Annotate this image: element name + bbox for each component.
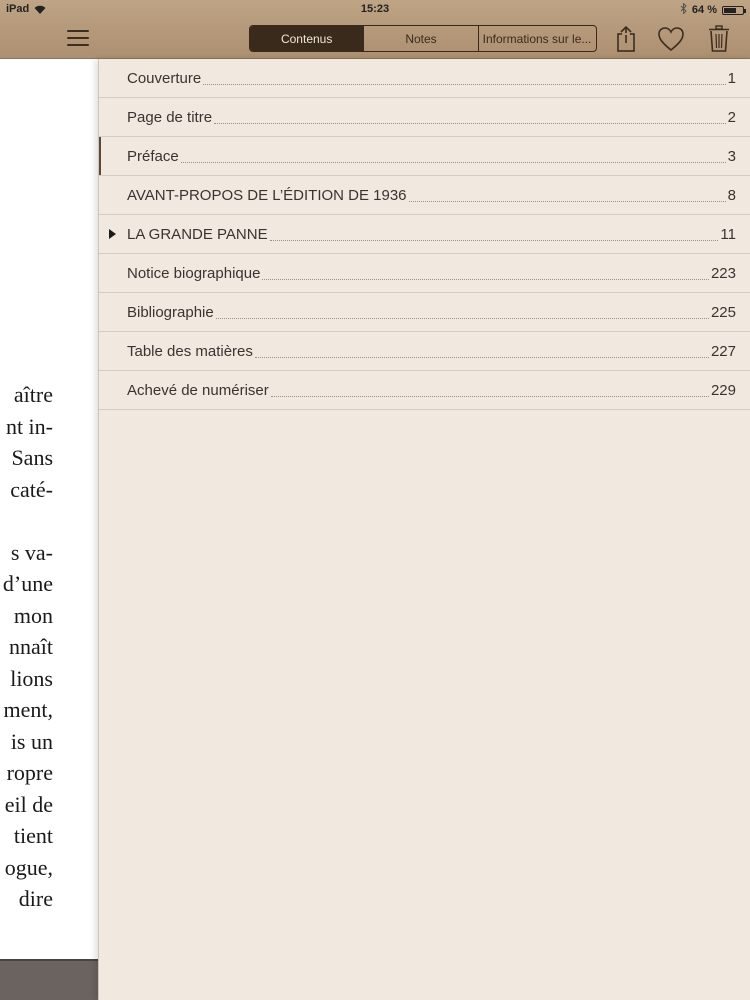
toc-item-preface[interactable] xyxy=(99,137,750,176)
toc-item-title: Bibliographie xyxy=(127,303,214,321)
toc-item-page: 229 xyxy=(710,381,736,399)
tab-informations[interactable]: Informations sur le... xyxy=(478,26,596,51)
book-text-line: aître xyxy=(13,382,53,407)
toc-item-page: 3 xyxy=(727,147,736,165)
toc-item-avant-propos[interactable] xyxy=(99,176,750,215)
book-paragraph-gap xyxy=(0,505,53,537)
toc-leader-dots xyxy=(255,357,709,358)
book-text-line: ropre xyxy=(6,760,53,785)
toc-leader-dots xyxy=(214,123,726,124)
battery-percent: 64 % xyxy=(691,4,717,16)
book-text-line: caté- xyxy=(10,476,53,502)
table-of-contents xyxy=(98,59,750,1000)
toc-leader-dots xyxy=(409,201,726,202)
book-text-line: ogue, xyxy=(4,854,53,880)
menu-icon[interactable] xyxy=(67,30,89,48)
device-label: iPad xyxy=(6,3,30,15)
toc-item-acheve-de-numeriser[interactable] xyxy=(99,371,750,410)
toc-item-page: 227 xyxy=(710,342,736,360)
book-text xyxy=(0,379,53,915)
battery-level xyxy=(724,8,736,13)
book-text-line: dire xyxy=(18,886,53,911)
toc-item-page: 223 xyxy=(710,264,736,282)
book-text-line: d’une xyxy=(2,571,53,596)
toc-item-title: Notice biographique xyxy=(127,264,261,282)
toc-leader-dots xyxy=(216,318,709,319)
toc-item-bibliographie[interactable] xyxy=(99,293,750,332)
toc-item-title: AVANT-PROPOS DE L’ÉDITION DE 1936 xyxy=(127,186,407,204)
heart-icon[interactable] xyxy=(656,24,686,54)
share-icon[interactable] xyxy=(611,24,641,54)
book-text-line: Sans xyxy=(11,445,53,470)
toc-item-la-grande-panne[interactable] xyxy=(99,215,750,254)
book-text-line: tient xyxy=(13,823,53,848)
toc-item-page: 8 xyxy=(727,186,736,204)
reader-toolbar xyxy=(0,20,750,59)
toc-leader-dots xyxy=(181,162,726,163)
toc-item-title: Couverture xyxy=(127,69,202,87)
tab-contenus[interactable]: Contenus xyxy=(250,26,363,51)
toc-item-title: Page de titre xyxy=(127,108,213,126)
toc-item-page: 2 xyxy=(727,108,736,126)
book-page xyxy=(0,59,98,959)
toc-item-page: 225 xyxy=(710,303,736,321)
disclosure-triangle-icon[interactable] xyxy=(109,229,116,239)
book-text-line: ment, xyxy=(3,697,53,722)
toc-item-page: 11 xyxy=(720,225,736,243)
toc-item-title: Table des matières xyxy=(127,342,253,360)
toc-leader-dots xyxy=(271,396,709,397)
toc-leader-dots xyxy=(203,84,725,85)
book-text-line: nt in- xyxy=(5,413,53,439)
status-bar xyxy=(0,0,750,20)
menu-bar xyxy=(67,30,89,32)
book-text-line: is un xyxy=(10,728,53,754)
toc-segmented-control xyxy=(249,25,597,52)
battery-tip xyxy=(744,9,746,13)
battery-icon xyxy=(722,6,744,15)
toc-item-page: 1 xyxy=(727,69,736,87)
toc-item-notice-biographique[interactable] xyxy=(99,254,750,293)
status-time: 15:23 xyxy=(360,3,390,15)
book-page-footer xyxy=(0,959,98,1000)
toc-leader-dots xyxy=(270,240,719,241)
toc-item-title: Achevé de numériser xyxy=(127,381,269,399)
book-text-line: nnaît xyxy=(9,634,53,659)
book-text-line: mon xyxy=(13,602,53,628)
menu-bar xyxy=(67,44,89,46)
tab-notes[interactable]: Notes xyxy=(363,26,477,51)
menu-bar xyxy=(67,37,89,39)
toc-item-page-de-titre[interactable] xyxy=(99,98,750,137)
toc-leader-dots xyxy=(262,279,709,280)
bluetooth-icon xyxy=(680,3,687,17)
toc-item-title: Préface xyxy=(127,147,179,165)
book-text-line: s va- xyxy=(10,539,53,565)
status-right xyxy=(680,3,744,17)
toc-item-couverture[interactable] xyxy=(99,59,750,98)
trash-icon[interactable] xyxy=(704,24,734,54)
book-text-line: eil de xyxy=(4,791,53,817)
book-text-line: lions xyxy=(10,665,53,691)
toc-item-title: LA GRANDE PANNE xyxy=(127,225,268,243)
toc-item-table-des-matieres[interactable] xyxy=(99,332,750,371)
